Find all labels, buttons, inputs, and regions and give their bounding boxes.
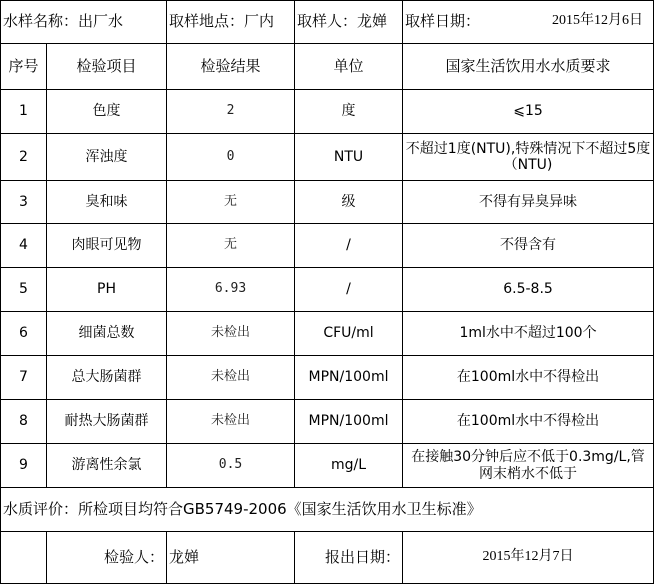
table-row: [1, 224, 654, 268]
row-requirement: 在100ml水中不得检出: [403, 400, 654, 444]
row-no: 1: [1, 90, 47, 134]
row-unit: NTU: [295, 134, 403, 181]
row-item: 耐热大肠菌群: [47, 400, 167, 444]
inspector-label: 检验人：: [47, 532, 167, 584]
table-row: [1, 356, 654, 400]
row-requirement: ⩽15: [403, 90, 654, 134]
column-header-row: [1, 44, 654, 90]
row-result: 无: [167, 224, 295, 268]
row-result: 未检出: [167, 356, 295, 400]
row-no: 5: [1, 268, 47, 312]
row-unit: 度: [295, 90, 403, 134]
row-item: 细菌总数: [47, 312, 167, 356]
row-requirement: 不得含有: [403, 224, 654, 268]
col-header-no: 序号: [1, 44, 47, 90]
blank-cell: [1, 532, 47, 584]
row-no: 2: [1, 134, 47, 181]
row-unit: MPN/100ml: [295, 400, 403, 444]
evaluation-text: 水质评价：所检项目均符合GB5749-2006《国家生活饮用水卫生标准》: [1, 488, 654, 532]
sampler-cell: 取样人：龙婵: [295, 1, 403, 44]
row-item: 色度: [47, 90, 167, 134]
table-row: [1, 444, 654, 488]
col-header-item: 检验项目: [47, 44, 167, 90]
row-no: 4: [1, 224, 47, 268]
report-date-value: 2015年12月7日: [403, 532, 654, 584]
col-header-unit: 单位: [295, 44, 403, 90]
row-no: 8: [1, 400, 47, 444]
col-header-requirement: 国家生活饮用水水质要求: [403, 44, 654, 90]
row-result: 0: [167, 134, 295, 181]
table-row: [1, 90, 654, 134]
row-requirement: 在接触30分钟后应不低于0.3mg/L,管网末梢水不低于: [403, 444, 654, 488]
row-item: PH: [47, 268, 167, 312]
header-info-row: [1, 1, 654, 44]
table-row: [1, 181, 654, 224]
sample-date-value: 2015年12月6日: [552, 13, 644, 29]
evaluation-row: [1, 488, 654, 532]
row-item: 肉眼可见物: [47, 224, 167, 268]
sample-location-cell: 取样地点：厂内: [167, 1, 295, 44]
row-item: 游离性余氯: [47, 444, 167, 488]
signature-row: [1, 532, 654, 584]
row-unit: /: [295, 224, 403, 268]
row-requirement: 不超过1度(NTU),特殊情况下不超过5度（NTU): [403, 134, 654, 181]
row-item: 臭和味: [47, 181, 167, 224]
row-unit: mg/L: [295, 444, 403, 488]
table-row: [1, 400, 654, 444]
row-requirement: 不得有异臭异味: [403, 181, 654, 224]
row-no: 3: [1, 181, 47, 224]
row-result: 2: [167, 90, 295, 134]
row-unit: CFU/ml: [295, 312, 403, 356]
row-requirement: 1ml水中不超过100个: [403, 312, 654, 356]
row-unit: MPN/100ml: [295, 356, 403, 400]
col-header-result: 检验结果: [167, 44, 295, 90]
sample-date-label: 取样日期：: [405, 12, 481, 31]
row-no: 7: [1, 356, 47, 400]
row-requirement: 6.5-8.5: [403, 268, 654, 312]
row-no: 9: [1, 444, 47, 488]
row-result: 未检出: [167, 312, 295, 356]
row-item: 总大肠菌群: [47, 356, 167, 400]
row-result: 6.93: [167, 268, 295, 312]
sample-name-cell: 水样名称：出厂水: [1, 1, 167, 44]
row-requirement: 在100ml水中不得检出: [403, 356, 654, 400]
row-item: 浑浊度: [47, 134, 167, 181]
sample-date-cell: [403, 1, 654, 44]
row-no: 6: [1, 312, 47, 356]
table-row: [1, 312, 654, 356]
row-result: 无: [167, 181, 295, 224]
row-result: 未检出: [167, 400, 295, 444]
report-date-label: 报出日期：: [295, 532, 403, 584]
row-unit: /: [295, 268, 403, 312]
table-row: [1, 134, 654, 181]
row-unit: 级: [295, 181, 403, 224]
inspector-name: 龙婵: [167, 532, 295, 584]
row-result: 0.5: [167, 444, 295, 488]
table-row: [1, 268, 654, 312]
